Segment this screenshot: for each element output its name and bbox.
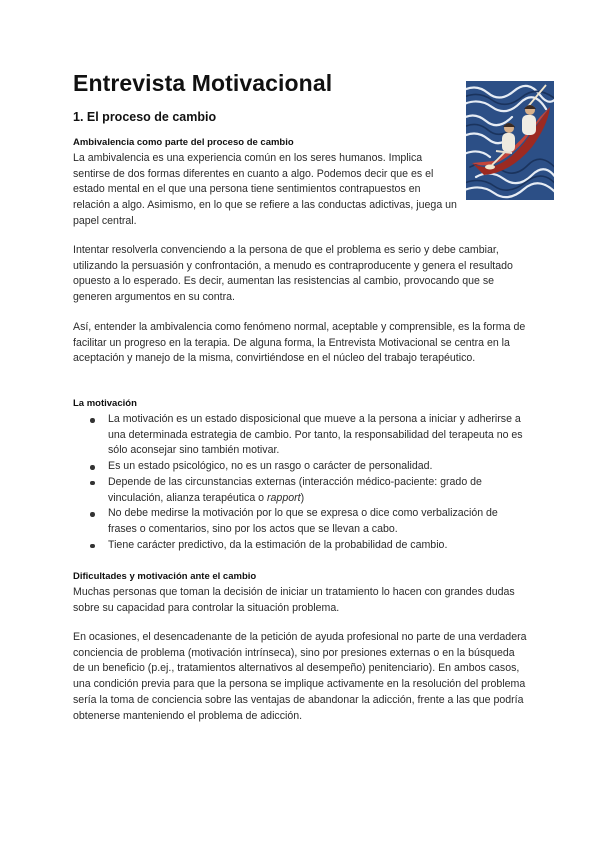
- motivacion-list: [73, 412, 528, 553]
- dificultades-paragraph-1: Muchas personas que toman la decisión de iniciar un tratamiento lo hacen con grandes dudas sobre su capacidad para controlar la situación problema.: [73, 586, 515, 614]
- section-heading: 1. El proceso de cambio: [73, 110, 217, 124]
- rapport-term: rapport: [267, 491, 301, 504]
- ambivalencia-paragraph-1: La ambivalencia es una experiencia común en los seres humanos. Implica sentirse de dos formas diferentes en cuanto a algo. Podemos decir que es el estado mental en el que una persona tiene sentimientos contrapuestos en relación a algo. Asimismo, en lo que se refiere a las conductas adictivas, juega un papel central.: [73, 152, 457, 227]
- page-title: Entrevista Motivacional: [73, 70, 333, 96]
- motivacion-heading: La motivación: [73, 398, 137, 409]
- ambivalencia-paragraph-2: Intentar resolverla convenciendo a la persona de que el problema es serio y debe cambiar, utilizando la persuasión y confrontación, a menudo es contraproducente y genera el resultado opuesto a lo esperado. Es decir, aumentan las resistencias al cambio, provocando que se generen argumentos en su contra.: [73, 244, 513, 304]
- list-item: La motivación es un estado disposicional que mueve a la persona a iniciar y adherirse a una determinada estrategia de cambio. Por tanto, la responsabilidad del terapeuta no es sólo aconsejar sino también motivar.: [73, 412, 528, 459]
- list-item: Depende de las circunstancias externas (interacción médico-paciente: grado de vinculación, alianza terapéutica o rapport): [73, 475, 528, 506]
- dificultades-heading: Dificultades y motivación ante el cambio: [73, 571, 257, 582]
- list-item: Tiene carácter predictivo, da la estimación de la probabilidad de cambio.: [73, 538, 528, 554]
- ambivalencia-heading: Ambivalencia como parte del proceso de cambio: [73, 137, 294, 148]
- list-item: No debe medirse la motivación por lo que se expresa o dice como verbalización de frases o comentarios, sino por los actos que se llevan a cabo.: [73, 506, 528, 537]
- list-item: Es un estado psicológico, no es un rasgo o carácter de personalidad.: [73, 459, 528, 475]
- dificultades-paragraph-2: En ocasiones, el desencadenante de la petición de ayuda profesional no parte de una verdadera conciencia de problema (motivación intrínseca), sino por presiones externas o en la búsqueda de un beneficio (p.ej., tratamientos alternativos al desempeño) penitenciario). En ambos casos, una condición previa para que la persona se implique activamente en la resolución del problema sería la toma de conciencia sobre las ventajas de abandonar la adicción, frente a las que podría obtenerse manteniendo el problema de adicción.: [73, 631, 527, 722]
- rowing-boat-illustration: [466, 81, 554, 200]
- ambivalencia-paragraph-3: Así, entender la ambivalencia como fenómeno normal, aceptable y comprensible, es la forma de facilitar un progreso en la terapia. De alguna forma, la Entrevista Motivacional se centra en la aceptación y manejo de la misma, convirtiéndose en el núcleo del trabajo terapéutico.: [73, 321, 526, 365]
